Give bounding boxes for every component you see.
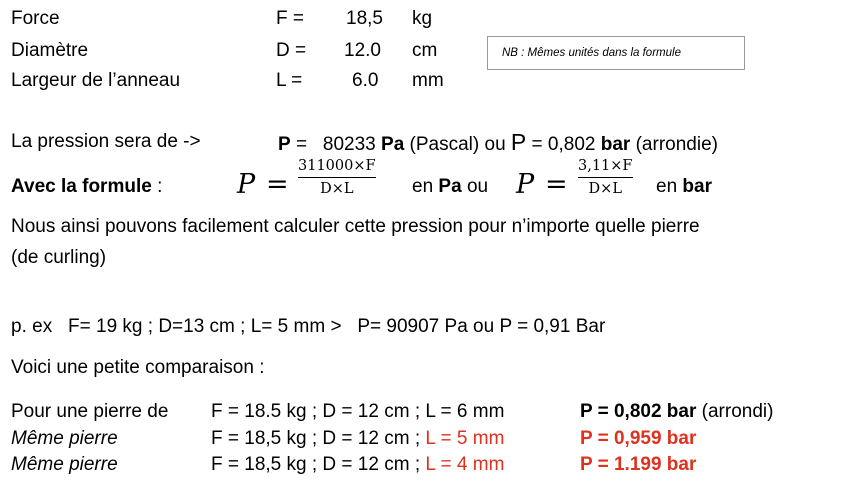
compare-row-values [211, 428, 504, 450]
pressure-pa-unit: Pa [381, 134, 405, 155]
formula-fraction-bar-bar [578, 177, 633, 178]
pressure-bar-value: = 0,802 [526, 134, 601, 155]
pressure-suffix: (arrondie) [630, 134, 718, 155]
formula-equals-2: = [545, 169, 568, 200]
compare-row-values [211, 401, 504, 423]
param-symbol-diameter: D = [276, 40, 307, 61]
compare-row-l: L = 4 mm [425, 454, 505, 475]
compare-row-label: Même pierre [11, 428, 118, 449]
param-unit-force: kg [412, 8, 433, 29]
formula-denominator-pa: D×L [320, 181, 354, 198]
compare-row-fd: F = 18.5 kg ; D = 12 cm ; [211, 401, 426, 422]
compare-row-l: L = 6 mm [425, 401, 505, 422]
param-symbol-force: F = [276, 8, 304, 29]
pressure-pascal-text: (Pascal) ou [404, 134, 511, 155]
formula-ou: ou [461, 176, 489, 197]
pressure-bar-unit: bar [600, 134, 631, 155]
compare-row-values [211, 454, 504, 476]
compare-row-label: Pour une pierre de [11, 401, 169, 422]
formula-fraction-bar-pa [298, 177, 376, 178]
param-symbol-width: L = [276, 70, 303, 91]
formula-bar: bar [682, 176, 712, 197]
formula-fraction-bar [578, 157, 633, 198]
compare-row-result-value: P = 1.199 bar [580, 454, 697, 475]
pressure-pa-value: = 80233 [290, 134, 382, 155]
formula-numerator-pa: 311000×F [298, 158, 376, 174]
param-value-force: 18,5 [346, 8, 383, 29]
pressure-p-big: P [510, 129, 527, 155]
formula-en-1: en [412, 176, 439, 197]
compare-row-result [580, 428, 696, 450]
formula-unit-bar [656, 176, 712, 198]
formula-p-symbol-1: P [237, 169, 256, 200]
param-value-width: 6.0 [352, 70, 379, 91]
formula-p-symbol-2: P [516, 169, 535, 200]
pressure-line [11, 131, 201, 153]
formula-label [11, 176, 162, 198]
formula-pa: Pa [438, 176, 462, 197]
formula-fraction-pa [298, 157, 376, 198]
compare-row-l: L = 5 mm [425, 428, 505, 449]
formula-equals-1: = [266, 169, 289, 200]
compare-row-result-value: P = 0,802 bar [580, 401, 697, 422]
paragraph-line-2: (de curling) [11, 247, 107, 268]
param-name-diameter: Diamètre [11, 40, 89, 61]
comparison-intro: Voici une petite comparaison : [11, 357, 265, 378]
compare-row-result-value: P = 0,959 bar [580, 428, 697, 449]
formula-label-colon: : [151, 176, 163, 197]
param-name-force: Force [11, 8, 60, 29]
formula-en-2: en [656, 176, 683, 197]
pressure-p-symbol: P [278, 134, 291, 155]
compare-row-note: (arrondi) [696, 401, 774, 422]
pressure-result [278, 131, 718, 156]
formula-denominator-bar: D×L [588, 181, 622, 198]
compare-row-fd: F = 18,5 kg ; D = 12 cm ; [211, 428, 426, 449]
param-name-width: Largeur de l’anneau [11, 70, 181, 91]
compare-row-fd: F = 18,5 kg ; D = 12 cm ; [211, 454, 426, 475]
compare-row-result [580, 454, 696, 476]
formula-unit-pa [412, 176, 488, 198]
param-unit-width: mm [412, 70, 444, 91]
example-line: p. ex F= 19 kg ; D=13 cm ; L= 5 mm > P= 90907 Pa ou P = 0,91 Bar [11, 316, 606, 337]
pressure-prefix: La pression sera de -> [11, 131, 201, 152]
formula-numerator-bar: 3,11×F [578, 158, 633, 174]
param-unit-diameter: cm [412, 40, 438, 61]
formula-label-text: Avec la formule [11, 176, 152, 197]
nb-note-box: NB : Mêmes unités dans la formule [487, 36, 745, 70]
compare-row-result [580, 401, 773, 423]
paragraph-line-1: Nous ainsi pouvons facilement calculer cette pression pour n’importe quelle pierre [11, 216, 700, 237]
compare-row-label: Même pierre [11, 454, 118, 475]
param-value-diameter: 12.0 [344, 40, 381, 61]
